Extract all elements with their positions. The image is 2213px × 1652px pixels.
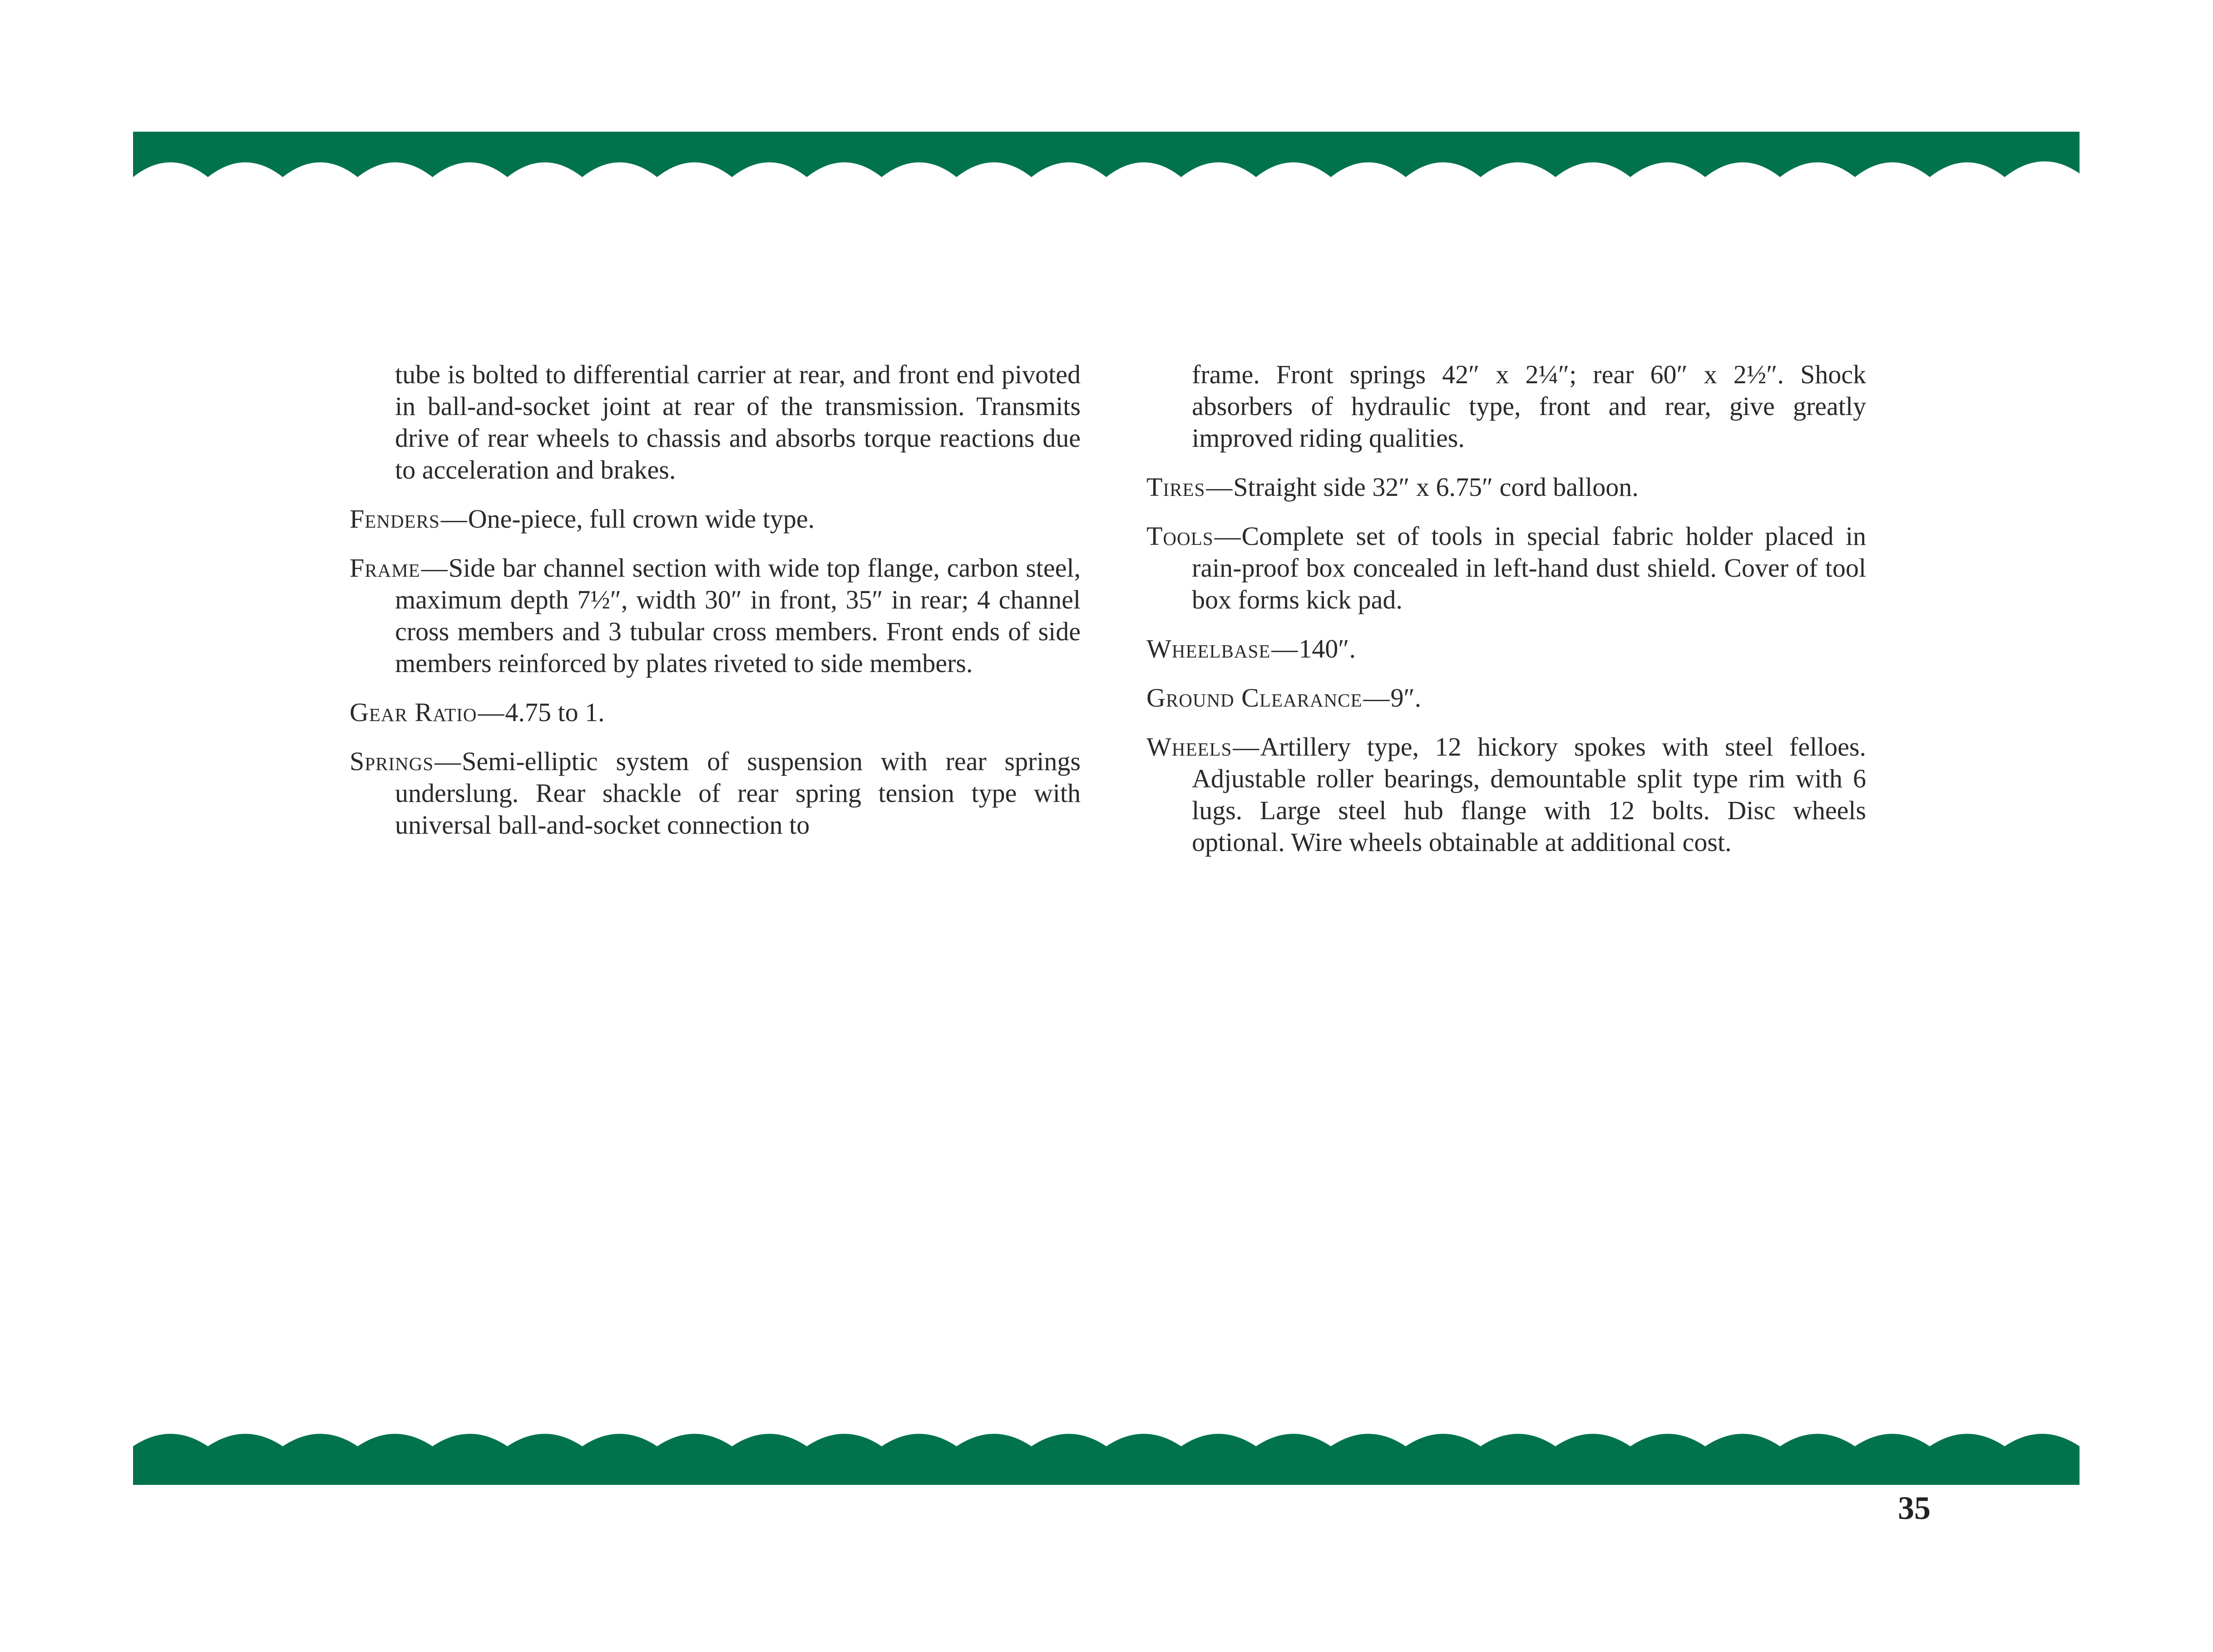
left-entries-list <box>350 503 1081 841</box>
top-band-graphic <box>133 132 2080 182</box>
left-column <box>350 359 1081 858</box>
spec-entry-tools <box>1146 520 1866 616</box>
spec-dash: — <box>1363 683 1390 712</box>
spec-text: Artillery type, 12 hickory spokes with steel felloes. Adjustable roller bearings, demountable split type rim with 6 lugs. Large steel hub flange with 12 bolts. Disc wheels optional. Wire wheels obtainable at additional cost. <box>1192 732 1866 857</box>
spec-text: Straight side 32″ x 6.75″ cord balloon. <box>1233 472 1639 502</box>
top-band-shape <box>133 132 2080 177</box>
spec-dash: — <box>440 504 467 534</box>
spec-dash: — <box>1206 472 1233 502</box>
spec-text: 140″. <box>1299 634 1356 663</box>
spec-entry-springs <box>350 746 1081 841</box>
spec-label: Wheelbase <box>1146 634 1271 663</box>
spec-dash: — <box>1271 634 1298 663</box>
spec-text: Side bar channel section with wide top flange, carbon steel, maximum depth 7½″, width 30″ in front, 35″ in rear; 4 channel cross members and 3 tubular cross members. Front ends of side members reinforced by plates riveted to side members. <box>395 553 1081 678</box>
spec-entry-frame <box>350 552 1081 679</box>
spec-dash: — <box>421 553 448 583</box>
left-continuation-paragraph: tube is bolted to differential carrier at rear, and front end pivoted in ball-and-socket joint at rear of the transmission. Transmits drive of rear wheels to chassis and absorbs torque reactions due to acceleration and brakes. <box>395 360 1081 485</box>
spec-entry-ground-clearance <box>1146 682 1866 714</box>
spec-entry-wheelbase <box>1146 633 1866 665</box>
top-scalloped-band <box>133 132 2080 182</box>
spec-label: Tools <box>1146 521 1214 551</box>
bottom-band-shape <box>133 1434 2080 1485</box>
right-continuation-paragraph: frame. Front springs 42″ x 2¼″; rear 60″ x 2½″. Shock absorbers of hydraulic type, front and rear, give greatly improved riding qualities. <box>1192 360 1866 453</box>
spec-label: Ground Clearance <box>1146 683 1363 712</box>
spec-label: Fenders <box>350 504 440 534</box>
spec-dash: — <box>1233 732 1260 762</box>
spec-dash: — <box>478 697 504 727</box>
spec-dash: — <box>435 747 461 776</box>
spec-label: Frame <box>350 553 420 583</box>
spec-text: One-piece, full crown wide type. <box>468 504 815 534</box>
right-column <box>1146 359 1866 875</box>
spec-entry-tires <box>1146 471 1866 503</box>
spec-label: Gear Ratio <box>350 697 477 727</box>
spec-text: Complete set of tools in special fabric holder placed in rain-proof box concealed in left-hand dust shield. Cover of tool box forms kick pad. <box>1192 521 1866 614</box>
spec-text: Semi-elliptic system of suspension with rear springs underslung. Rear shackle of rear spring tension type with universal ball-and-socket connection to <box>395 747 1081 840</box>
bottom-band-graphic <box>133 1433 2080 1485</box>
spec-dash: — <box>1214 521 1241 551</box>
spec-text: 9″. <box>1390 683 1422 712</box>
page-number: 35 <box>1898 1490 1931 1526</box>
spec-entry-wheels <box>1146 731 1866 858</box>
bottom-scalloped-band <box>133 1433 2080 1485</box>
spec-entry-fenders <box>350 503 1081 535</box>
spec-label: Springs <box>350 747 434 776</box>
spec-text: 4.75 to 1. <box>505 697 605 727</box>
spec-label: Tires <box>1146 472 1205 502</box>
spec-entry-gear-ratio <box>350 697 1081 728</box>
spec-label: Wheels <box>1146 732 1232 762</box>
